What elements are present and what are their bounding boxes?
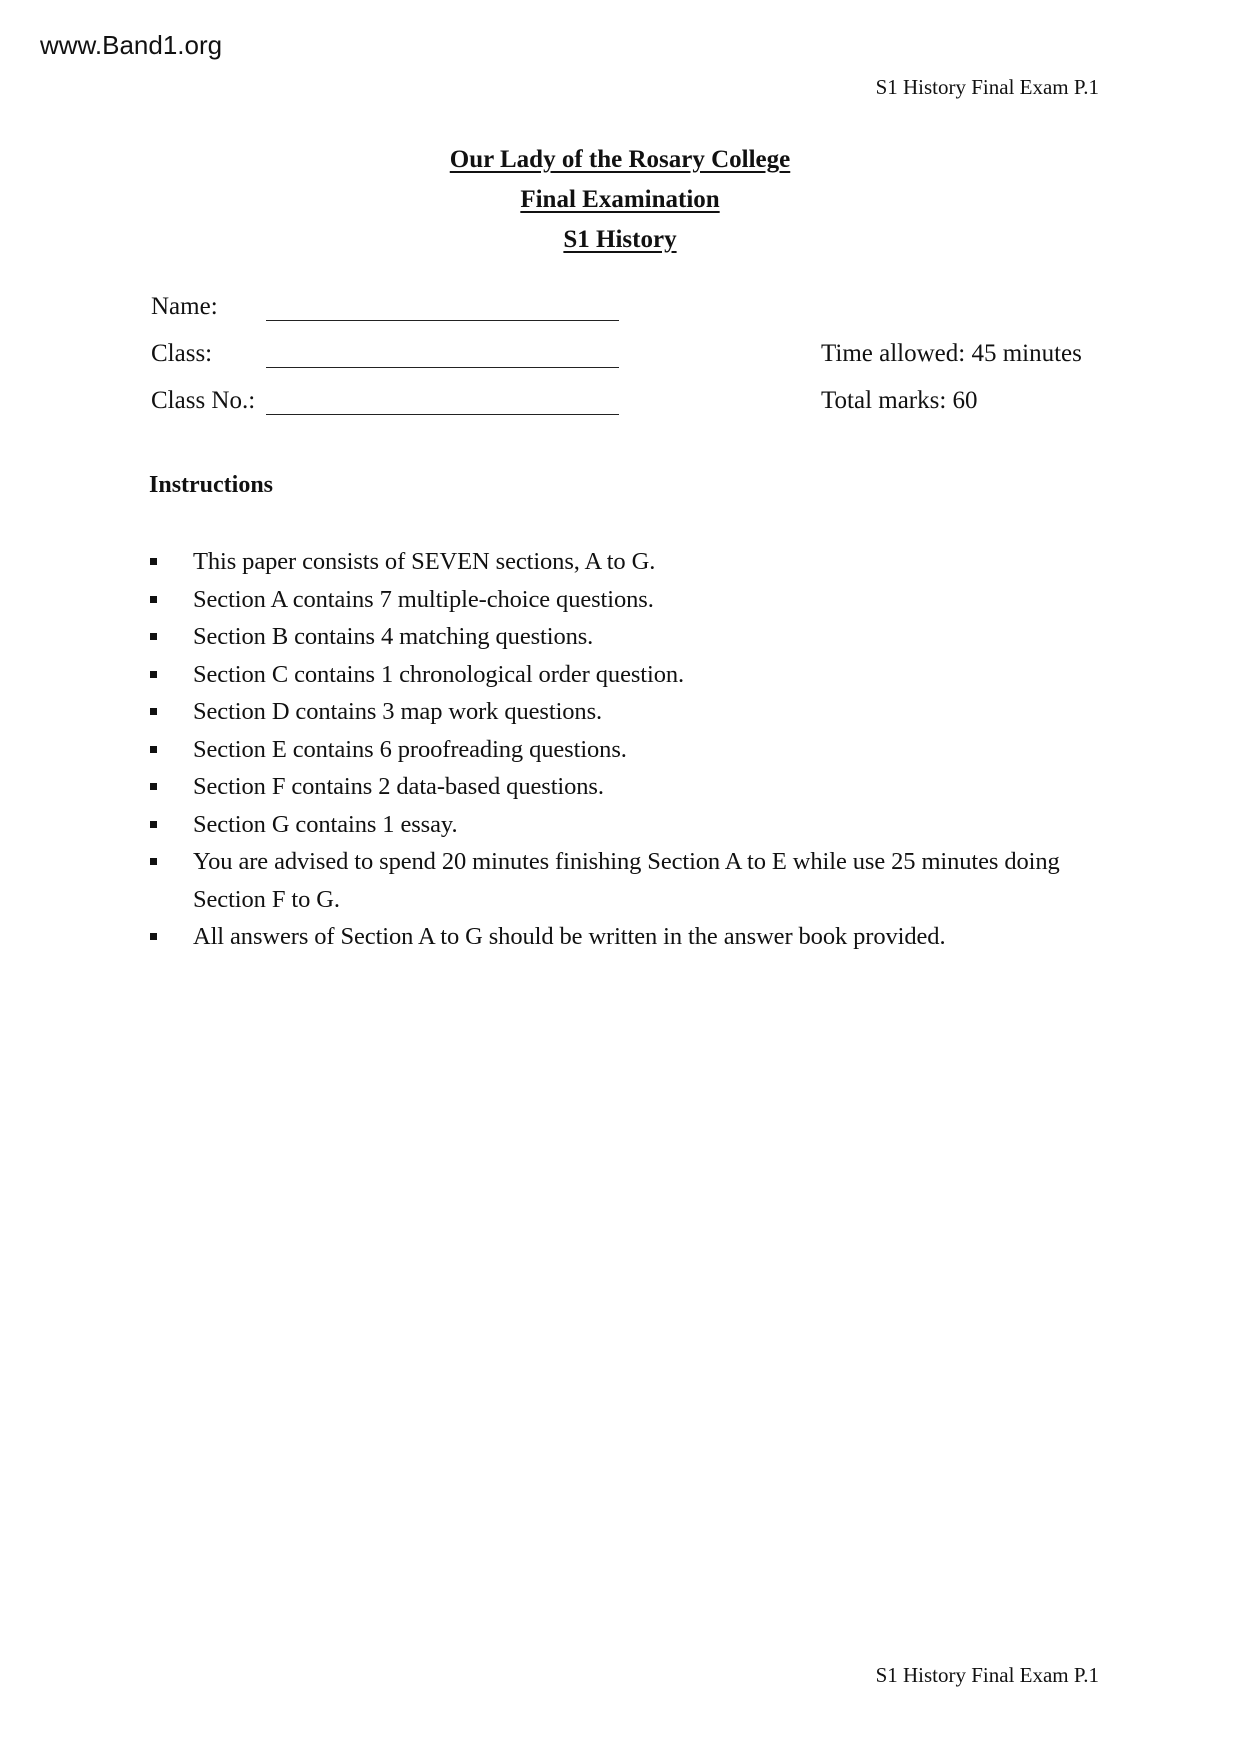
exam-name-line xyxy=(0,180,1240,220)
time-allowed: Time allowed: 45 minutes xyxy=(821,340,1082,367)
instruction-item xyxy=(150,693,1110,731)
instruction-text: All answers of Section A to G should be written in the answer book provided. xyxy=(193,923,946,950)
instruction-list xyxy=(150,543,1110,956)
instruction-item xyxy=(150,656,1110,694)
instructions-heading: Instructions xyxy=(149,472,274,498)
instruction-item xyxy=(150,843,1110,918)
school-name-line xyxy=(0,140,1240,180)
watermark-text: www.Band1.org xyxy=(40,30,223,60)
instruction-text: You are advised to spend 20 minutes finishing Section A to E while use 25 minutes doing Section F to G. xyxy=(193,848,1060,913)
bullet-icon xyxy=(150,633,157,640)
subject-name: S1 History xyxy=(563,226,677,253)
instruction-text: Section B contains 4 matching questions. xyxy=(193,623,594,650)
instruction-text: Section E contains 6 proofreading questions. xyxy=(193,735,627,763)
exam-name: Final Examination xyxy=(520,186,720,213)
total-marks: Total marks: 60 xyxy=(821,387,978,414)
bullet-icon xyxy=(150,933,157,940)
page-header: S1 History Final Exam P.1 xyxy=(875,75,1099,99)
subject-name-line xyxy=(0,220,1240,260)
name-label: Name: xyxy=(151,293,218,320)
instruction-text: Section A contains 7 multiple-choice questions. xyxy=(193,585,654,613)
instruction-item xyxy=(150,543,1110,581)
bullet-icon xyxy=(150,858,157,865)
instruction-text: Section D contains 3 map work questions. xyxy=(193,698,603,725)
bullet-icon xyxy=(150,596,157,603)
bullet-icon xyxy=(150,783,157,790)
instruction-text: Section G contains 1 essay. xyxy=(193,810,458,838)
instruction-item xyxy=(150,618,1110,656)
class-field[interactable] xyxy=(266,367,619,368)
bullet-icon xyxy=(150,821,157,828)
name-field[interactable] xyxy=(266,320,619,321)
instruction-item xyxy=(150,768,1110,806)
class-no-field[interactable] xyxy=(266,414,619,415)
instruction-item xyxy=(150,731,1110,769)
class-label: Class: xyxy=(151,340,213,367)
title-block xyxy=(0,140,1240,260)
instruction-item xyxy=(150,581,1110,619)
class-no-label: Class No.: xyxy=(151,387,256,414)
instruction-item xyxy=(150,918,1110,956)
school-name: Our Lady of the Rosary College xyxy=(449,146,791,173)
instruction-item xyxy=(150,806,1110,844)
bullet-icon xyxy=(150,558,157,565)
instruction-text: Section C contains 1 chronological order question. xyxy=(193,660,685,688)
instruction-text: Section F contains 2 data-based questions. xyxy=(193,773,604,800)
bullet-icon xyxy=(150,671,157,678)
bullet-icon xyxy=(150,746,157,753)
page-footer: S1 History Final Exam P.1 xyxy=(875,1663,1099,1687)
bullet-icon xyxy=(150,708,157,715)
instruction-text: This paper consists of SEVEN sections, A to G. xyxy=(193,548,656,575)
